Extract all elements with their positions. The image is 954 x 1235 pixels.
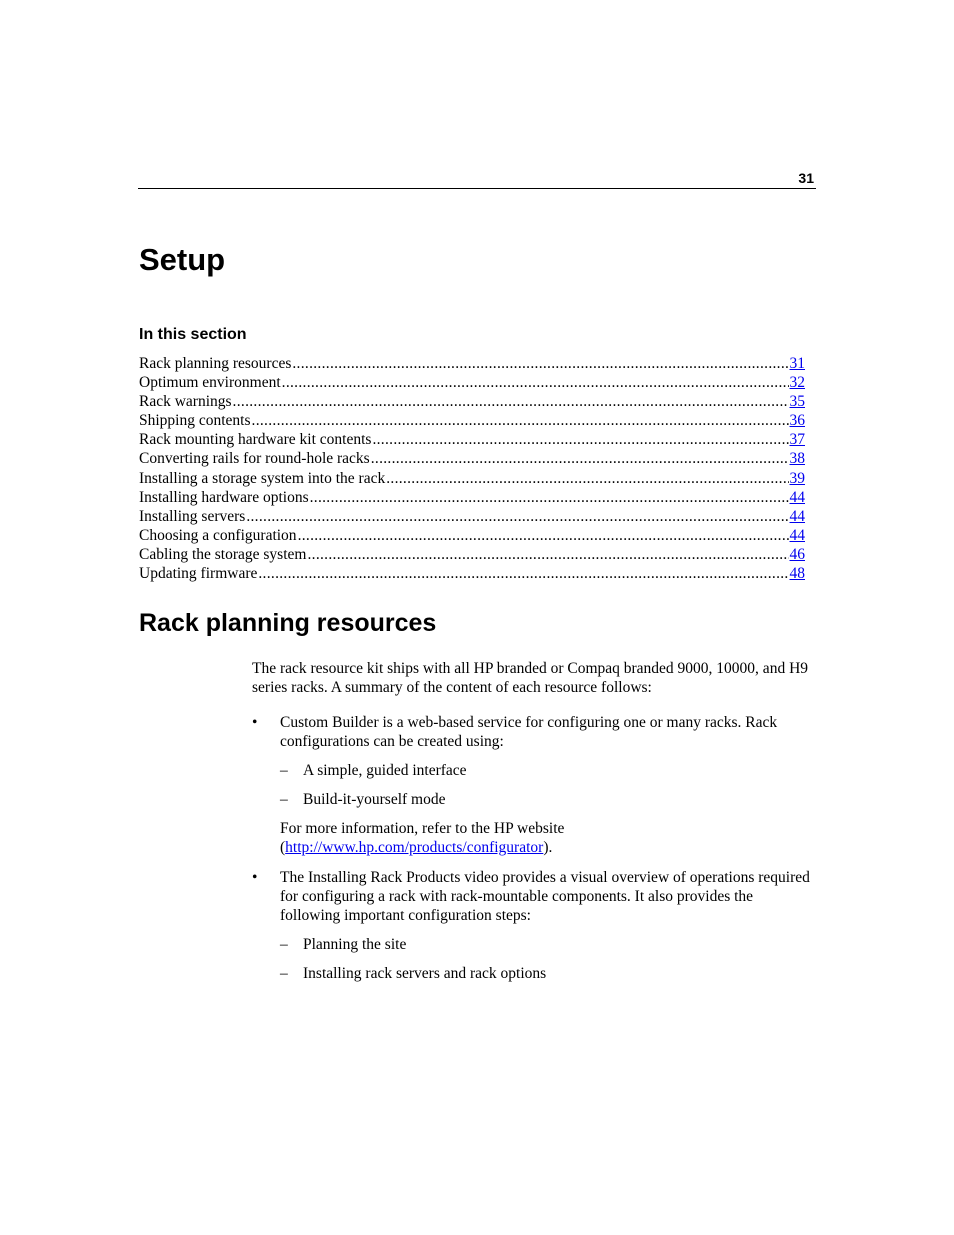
toc-page-link[interactable]: 48 <box>789 565 805 583</box>
sub-item <box>280 964 812 983</box>
toc-entry-label: Installing a storage system into the rack <box>139 469 386 487</box>
toc-page-link[interactable]: 36 <box>789 412 805 430</box>
toc-entry-label: Shipping contents <box>139 412 251 430</box>
sub-item-text: Planning the site <box>303 936 407 953</box>
toc-entry <box>139 449 805 468</box>
bullet-text: The Installing Rack Products video provides a visual overview of operations required for configuring a rack with rack-mountable components. It also provides the following important configuration steps: <box>280 869 810 924</box>
sub-item <box>280 790 812 809</box>
toc-page-link[interactable]: 32 <box>789 374 805 392</box>
section-title: Rack planning resources <box>139 609 437 637</box>
toc-entry <box>139 392 805 411</box>
toc-page-link[interactable]: 38 <box>789 450 805 468</box>
toc-entry <box>139 373 805 392</box>
toc-entry <box>139 354 805 373</box>
toc-entry-label: Rack planning resources <box>139 355 292 372</box>
toc-heading: In this section <box>139 326 247 343</box>
toc-dot-leader <box>310 488 789 507</box>
toc-page-link[interactable]: 31 <box>789 355 805 372</box>
toc-page-link[interactable]: 35 <box>789 393 805 411</box>
header-rule <box>138 188 816 189</box>
toc-entry-label: Installing servers <box>139 507 246 525</box>
dash-icon: – <box>280 936 288 953</box>
toc-entry-label: Rack mounting hardware kit contents <box>139 431 372 449</box>
toc-entry-label: Optimum environment <box>139 374 281 392</box>
toc-entry <box>139 526 805 545</box>
toc-page-link[interactable]: 37 <box>789 431 805 449</box>
toc-dot-leader <box>372 430 788 449</box>
dash-icon: – <box>280 762 288 779</box>
section-body <box>252 659 812 994</box>
more-info-paragraph <box>280 819 812 857</box>
toc-dot-leader <box>307 545 788 564</box>
toc-entry <box>139 545 805 564</box>
toc-dot-leader <box>292 354 788 373</box>
sub-item-text: Installing rack servers and rack options <box>303 965 547 982</box>
toc-dot-leader <box>371 449 789 468</box>
dash-icon: – <box>280 965 288 982</box>
toc-entry <box>139 411 805 430</box>
toc-dot-leader <box>298 526 789 545</box>
sub-item <box>280 935 812 954</box>
toc-page-link[interactable]: 44 <box>789 507 805 525</box>
toc-dot-leader <box>386 469 788 488</box>
bullet-item <box>252 868 812 983</box>
toc-dot-leader <box>258 564 788 583</box>
toc-entry <box>139 564 805 583</box>
table-of-contents <box>139 354 805 583</box>
toc-dot-leader <box>282 373 789 392</box>
more-info-prefix: For more information, refer to the HP website ( <box>280 820 565 856</box>
toc-entry <box>139 507 805 526</box>
toc-dot-leader <box>233 392 789 411</box>
bullet-icon: • <box>252 869 258 886</box>
toc-entry-label: Cabling the storage system <box>139 545 307 563</box>
sub-item-text: Build-it-yourself mode <box>303 791 446 808</box>
toc-dot-leader <box>252 411 789 430</box>
toc-entry <box>139 469 805 488</box>
sub-item-text: A simple, guided interface <box>303 762 467 779</box>
dash-icon: – <box>280 791 288 808</box>
toc-entry-label: Updating firmware <box>139 565 258 583</box>
toc-entry-label: Converting rails for round-hole racks <box>139 450 370 468</box>
sub-item <box>280 761 812 780</box>
toc-dot-leader <box>246 507 788 526</box>
toc-entry <box>139 488 805 507</box>
bullet-icon: • <box>252 714 258 731</box>
intro-paragraph: The rack resource kit ships with all HP branded or Compaq branded 9000, 10000, and H9 series racks. A summary of the content of each resource follows: <box>252 660 809 696</box>
page-number: 31 <box>798 170 814 186</box>
configurator-link[interactable]: http://www.hp.com/products/configurator <box>285 839 544 856</box>
toc-page-link[interactable]: 39 <box>789 469 805 487</box>
toc-page-link[interactable]: 44 <box>789 526 805 544</box>
toc-entry-label: Rack warnings <box>139 393 232 411</box>
more-info-suffix: ). <box>543 839 553 856</box>
toc-entry-label: Choosing a configuration <box>139 526 297 544</box>
toc-entry-label: Installing hardware options <box>139 488 309 506</box>
chapter-title: Setup <box>139 242 226 277</box>
bullet-text: Custom Builder is a web-based service for configuring one or many racks. Rack configurations can be created using: <box>280 714 778 750</box>
toc-page-link[interactable]: 44 <box>789 488 805 506</box>
toc-entry <box>139 430 805 449</box>
bullet-item <box>252 713 812 857</box>
toc-page-link[interactable]: 46 <box>789 545 805 563</box>
